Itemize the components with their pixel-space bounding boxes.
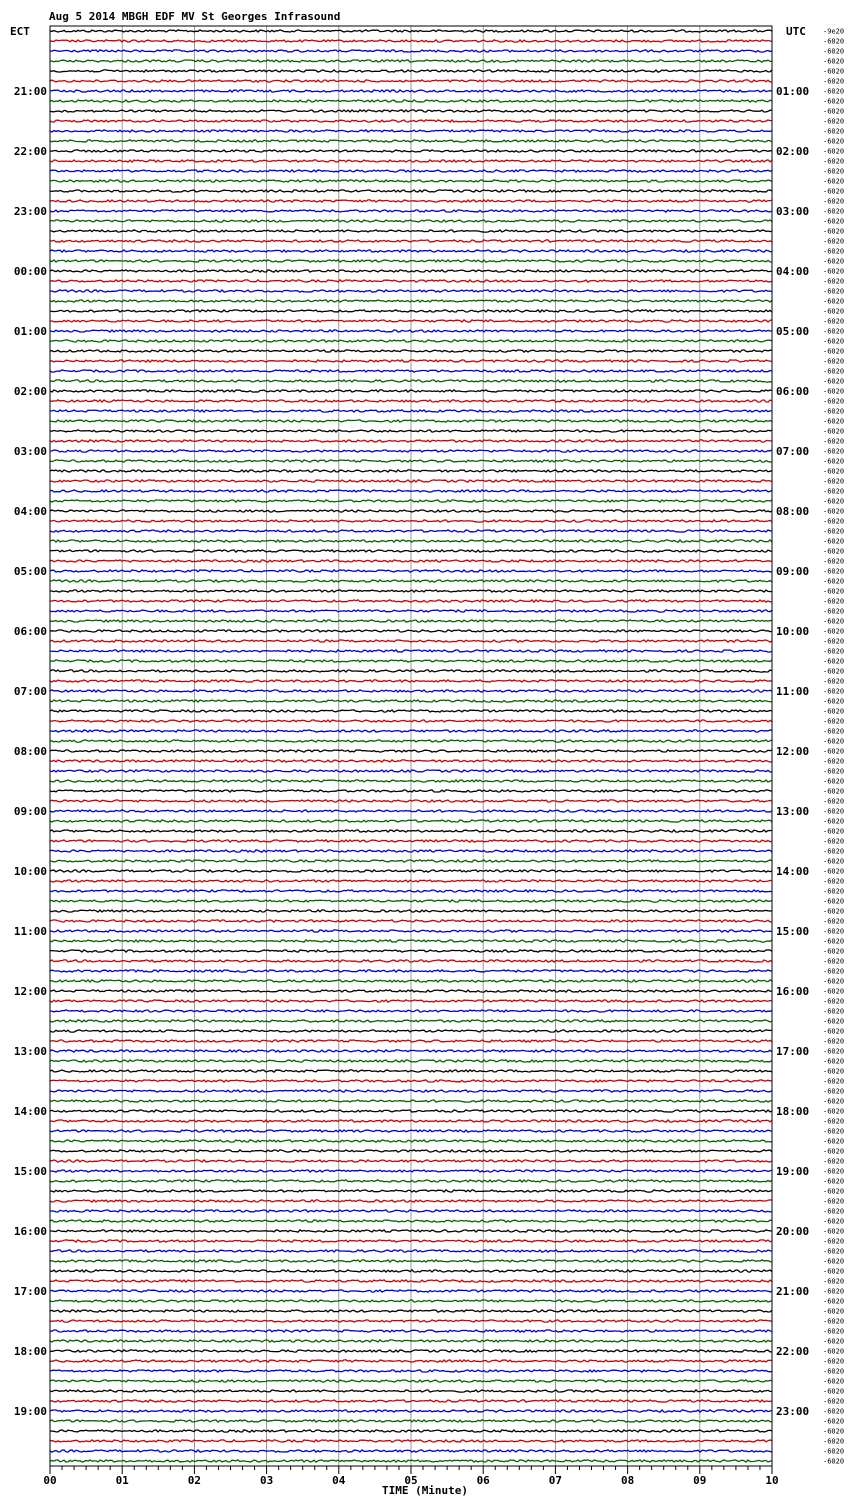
scale-label: -6020 bbox=[823, 57, 845, 66]
scale-label: -6020 bbox=[823, 447, 845, 456]
scale-label: -6020 bbox=[823, 547, 845, 556]
scale-label: -6020 bbox=[823, 347, 845, 356]
scale-label: -6020 bbox=[823, 147, 845, 156]
scale-label: -6020 bbox=[823, 297, 845, 306]
scale-label: -6020 bbox=[823, 107, 845, 116]
scale-label: -9e20 bbox=[823, 27, 845, 36]
x-tick-label: 09 bbox=[693, 1474, 707, 1487]
right-scale-labels bbox=[823, 28, 844, 1466]
scale-label: -6020 bbox=[823, 807, 845, 816]
scale-label: -6020 bbox=[823, 677, 845, 686]
scale-label: -6020 bbox=[823, 607, 845, 616]
scale-label: -6020 bbox=[823, 1447, 845, 1456]
trace-row-30 bbox=[50, 330, 772, 332]
scale-label: -6020 bbox=[823, 727, 845, 736]
x-tick-label: 01 bbox=[115, 1474, 129, 1487]
scale-label: -6020 bbox=[823, 1437, 845, 1446]
right-hour-label: 05:00 bbox=[776, 325, 810, 338]
right-hour-label: 06:00 bbox=[776, 385, 810, 398]
right-hour-label: 22:00 bbox=[776, 1345, 810, 1358]
trace-row-139 bbox=[50, 1420, 772, 1422]
scale-label: -6020 bbox=[823, 517, 845, 526]
scale-label: -6020 bbox=[823, 127, 845, 136]
scale-label: -6020 bbox=[823, 1167, 845, 1176]
left-hour-labels bbox=[14, 85, 47, 1418]
x-tick-label: 05 bbox=[404, 1474, 418, 1487]
scale-label: -6020 bbox=[823, 337, 845, 346]
x-tick-label: 08 bbox=[620, 1474, 635, 1487]
scale-label: -6020 bbox=[823, 1317, 845, 1326]
right-hour-label: 03:00 bbox=[776, 205, 810, 218]
scale-label: -6020 bbox=[823, 827, 845, 836]
scale-label: -6020 bbox=[823, 1207, 845, 1216]
scale-label: -6020 bbox=[823, 627, 845, 636]
scale-label: -6020 bbox=[823, 637, 845, 646]
x-tick-label: 07 bbox=[548, 1474, 563, 1487]
scale-label: -6020 bbox=[823, 1247, 845, 1256]
scale-label: -6020 bbox=[823, 207, 845, 216]
scale-label: -6020 bbox=[823, 977, 845, 986]
left-hour-label: 07:00 bbox=[13, 685, 47, 698]
scale-label: -6020 bbox=[823, 1427, 845, 1436]
scale-label: -6020 bbox=[823, 287, 845, 296]
left-hour-label: 14:00 bbox=[13, 1105, 47, 1118]
right-hour-label: 11:00 bbox=[776, 685, 810, 698]
scale-label: -6020 bbox=[823, 907, 845, 916]
scale-label: -6020 bbox=[823, 277, 845, 286]
scale-label: -6020 bbox=[823, 797, 845, 806]
scale-label: -6020 bbox=[823, 597, 845, 606]
scale-label: -6020 bbox=[823, 527, 845, 536]
scale-label: -6020 bbox=[823, 1157, 845, 1166]
scale-label: -6020 bbox=[823, 1127, 845, 1136]
trace-row-128 bbox=[50, 1310, 772, 1312]
left-hour-label: 04:00 bbox=[13, 505, 47, 518]
scale-label: -6020 bbox=[823, 707, 845, 716]
scale-label: -6020 bbox=[823, 987, 845, 996]
scale-label: -6020 bbox=[823, 1197, 845, 1206]
scale-label: -6020 bbox=[823, 1137, 845, 1146]
scale-label: -6020 bbox=[823, 857, 845, 866]
right-hour-label: 21:00 bbox=[776, 1285, 810, 1298]
right-hour-label: 01:00 bbox=[776, 85, 810, 98]
scale-label: -6020 bbox=[823, 1187, 845, 1196]
scale-label: -6020 bbox=[823, 917, 845, 926]
scale-label: -6020 bbox=[823, 1457, 845, 1466]
scale-label: -6020 bbox=[823, 427, 845, 436]
scale-label: -6020 bbox=[823, 367, 845, 376]
scale-label: -6020 bbox=[823, 267, 845, 276]
scale-label: -6020 bbox=[823, 1407, 845, 1416]
scale-label: -6020 bbox=[823, 327, 845, 336]
left-hour-label: 15:00 bbox=[13, 1165, 47, 1178]
scale-label: -6020 bbox=[823, 1397, 845, 1406]
trace-row-84 bbox=[50, 870, 772, 872]
scale-label: -6020 bbox=[823, 967, 845, 976]
scale-label: -6020 bbox=[823, 1297, 845, 1306]
left-hour-label: 05:00 bbox=[13, 565, 47, 578]
scale-label: -6020 bbox=[823, 77, 845, 86]
scale-label: -6020 bbox=[823, 1067, 845, 1076]
scale-label: -6020 bbox=[823, 1357, 845, 1366]
right-hour-label: 14:00 bbox=[776, 865, 810, 878]
scale-label: -6020 bbox=[823, 237, 845, 246]
scale-label: -6020 bbox=[823, 717, 845, 726]
right-hour-labels bbox=[776, 85, 809, 1418]
scale-label: -6020 bbox=[823, 377, 845, 386]
trace-row-74 bbox=[50, 770, 772, 772]
scale-label: -6020 bbox=[823, 1307, 845, 1316]
scale-label: -6020 bbox=[823, 477, 845, 486]
scale-label: -6020 bbox=[823, 1377, 845, 1386]
scale-label: -6020 bbox=[823, 947, 845, 956]
left-hour-label: 03:00 bbox=[13, 445, 47, 458]
scale-label: -6020 bbox=[823, 67, 845, 76]
left-hour-label: 08:00 bbox=[13, 745, 47, 758]
scale-label: -6020 bbox=[823, 817, 845, 826]
scale-label: -6020 bbox=[823, 927, 845, 936]
left-hour-label: 18:00 bbox=[13, 1345, 47, 1358]
scale-label: -6020 bbox=[823, 407, 845, 416]
scale-label: -6020 bbox=[823, 877, 845, 886]
scale-label: -6020 bbox=[823, 1237, 845, 1246]
scale-label: -6020 bbox=[823, 587, 845, 596]
scale-label: -6020 bbox=[823, 577, 845, 586]
scale-label: -6020 bbox=[823, 1417, 845, 1426]
scale-label: -6020 bbox=[823, 1147, 845, 1156]
scale-label: -6020 bbox=[823, 467, 845, 476]
scale-label: -6020 bbox=[823, 737, 845, 746]
scale-label: -6020 bbox=[823, 1327, 845, 1336]
right-hour-label: 18:00 bbox=[776, 1105, 810, 1118]
left-hour-label: 19:00 bbox=[13, 1405, 47, 1418]
scale-label: -6020 bbox=[823, 137, 845, 146]
left-hour-label: 00:00 bbox=[13, 265, 47, 278]
scale-label: -6020 bbox=[823, 437, 845, 446]
scale-label: -6020 bbox=[823, 837, 845, 846]
scale-label: -6020 bbox=[823, 317, 845, 326]
left-hour-label: 01:00 bbox=[13, 325, 47, 338]
scale-label: -6020 bbox=[823, 397, 845, 406]
scale-label: -6020 bbox=[823, 357, 845, 366]
scale-label: -6020 bbox=[823, 867, 845, 876]
scale-label: -6020 bbox=[823, 937, 845, 946]
scale-label: -6020 bbox=[823, 757, 845, 766]
left-hour-label: 12:00 bbox=[13, 985, 47, 998]
left-hour-label: 21:00 bbox=[13, 85, 47, 98]
right-hour-label: 16:00 bbox=[776, 985, 810, 998]
scale-label: -6020 bbox=[823, 1277, 845, 1286]
right-hour-label: 19:00 bbox=[776, 1165, 810, 1178]
x-tick-label: 03 bbox=[259, 1474, 274, 1487]
scale-label: -6020 bbox=[823, 487, 845, 496]
right-hour-label: 17:00 bbox=[776, 1045, 810, 1058]
x-tick-label: 00 bbox=[43, 1474, 57, 1487]
scale-label: -6020 bbox=[823, 37, 845, 46]
scale-label: -6020 bbox=[823, 997, 845, 1006]
scale-label: -6020 bbox=[823, 1057, 845, 1066]
scale-label: -6020 bbox=[823, 97, 845, 106]
scale-label: -6020 bbox=[823, 157, 845, 166]
scale-label: -6020 bbox=[823, 387, 845, 396]
x-tick-label: 10 bbox=[765, 1474, 779, 1487]
scale-label: -6020 bbox=[823, 537, 845, 546]
left-hour-label: 17:00 bbox=[13, 1285, 47, 1298]
right-hour-label: 15:00 bbox=[776, 925, 810, 938]
scale-label: -6020 bbox=[823, 747, 845, 756]
scale-label: -6020 bbox=[823, 1387, 845, 1396]
scale-label: -6020 bbox=[823, 457, 845, 466]
scale-label: -6020 bbox=[823, 1257, 845, 1266]
scale-label: -6020 bbox=[823, 167, 845, 176]
scale-label: -6020 bbox=[823, 257, 845, 266]
scale-label: -6020 bbox=[823, 1217, 845, 1226]
trace-row-88 bbox=[50, 910, 772, 912]
scale-label: -6020 bbox=[823, 1047, 845, 1056]
scale-label: -6020 bbox=[823, 1367, 845, 1376]
scale-label: -6020 bbox=[823, 1087, 845, 1096]
scale-label: -6020 bbox=[823, 1227, 845, 1236]
right-hour-label: 09:00 bbox=[776, 565, 810, 578]
scale-label: -6020 bbox=[823, 647, 845, 656]
scale-label: -6020 bbox=[823, 787, 845, 796]
scale-label: -6020 bbox=[823, 187, 845, 196]
scale-label: -6020 bbox=[823, 417, 845, 426]
left-hour-label: 22:00 bbox=[13, 145, 47, 158]
scale-label: -6020 bbox=[823, 777, 845, 786]
x-tick-label: 06 bbox=[476, 1474, 490, 1487]
scale-label: -6020 bbox=[823, 667, 845, 676]
scale-label: -6020 bbox=[823, 1017, 845, 1026]
scale-label: -6020 bbox=[823, 1117, 845, 1126]
scale-label: -6020 bbox=[823, 897, 845, 906]
right-hour-label: 02:00 bbox=[776, 145, 810, 158]
left-hour-label: 23:00 bbox=[13, 205, 47, 218]
scale-label: -6020 bbox=[823, 1107, 845, 1116]
scale-label: -6020 bbox=[823, 887, 845, 896]
scale-label: -6020 bbox=[823, 657, 845, 666]
scale-label: -6020 bbox=[823, 497, 845, 506]
x-tick-label: 02 bbox=[187, 1474, 202, 1487]
scale-label: -6020 bbox=[823, 557, 845, 566]
scale-label: -6020 bbox=[823, 507, 845, 516]
scale-label: -6020 bbox=[823, 617, 845, 626]
scale-label: -6020 bbox=[823, 1267, 845, 1276]
scale-label: -6020 bbox=[823, 1097, 845, 1106]
x-tick-label: 04 bbox=[332, 1474, 346, 1487]
scale-label: -6020 bbox=[823, 177, 845, 186]
scale-label: -6020 bbox=[823, 957, 845, 966]
right-timezone-label: UTC bbox=[786, 25, 806, 38]
scale-label: -6020 bbox=[823, 217, 845, 226]
scale-label: -6020 bbox=[823, 117, 845, 126]
scale-label: -6020 bbox=[823, 1007, 845, 1016]
scale-label: -6020 bbox=[823, 1347, 845, 1356]
scale-label: -6020 bbox=[823, 687, 845, 696]
scale-label: -6020 bbox=[823, 1037, 845, 1046]
trace-row-108 bbox=[50, 1110, 772, 1112]
x-axis-label: TIME (Minute) bbox=[381, 1484, 469, 1497]
right-hour-label: 08:00 bbox=[776, 505, 810, 518]
scale-label: -6020 bbox=[823, 307, 845, 316]
chart-title: Aug 5 2014 MBGH EDF MV St Georges Infrasound bbox=[49, 10, 341, 23]
scale-label: -6020 bbox=[823, 47, 845, 56]
scale-label: -6020 bbox=[823, 847, 845, 856]
left-hour-label: 11:00 bbox=[13, 925, 47, 938]
scale-label: -6020 bbox=[823, 697, 845, 706]
right-hour-label: 20:00 bbox=[776, 1225, 810, 1238]
scale-label: -6020 bbox=[823, 247, 845, 256]
left-hour-label: 02:00 bbox=[13, 385, 47, 398]
right-hour-label: 23:00 bbox=[776, 1405, 810, 1418]
scale-label: -6020 bbox=[823, 197, 845, 206]
scale-label: -6020 bbox=[823, 567, 845, 576]
scale-label: -6020 bbox=[823, 1177, 845, 1186]
trace-row-13 bbox=[50, 160, 772, 162]
right-hour-label: 10:00 bbox=[776, 625, 810, 638]
scale-label: -6020 bbox=[823, 1027, 845, 1036]
left-timezone-label: ECT bbox=[10, 25, 30, 38]
right-hour-label: 13:00 bbox=[776, 805, 810, 818]
right-hour-label: 04:00 bbox=[776, 265, 810, 278]
scale-label: -6020 bbox=[823, 1337, 845, 1346]
left-hour-label: 16:00 bbox=[13, 1225, 47, 1238]
left-hour-label: 06:00 bbox=[13, 625, 47, 638]
right-hour-label: 12:00 bbox=[776, 745, 810, 758]
left-hour-label: 10:00 bbox=[13, 865, 47, 878]
scale-label: -6020 bbox=[823, 767, 845, 776]
left-hour-label: 13:00 bbox=[13, 1045, 47, 1058]
scale-label: -6020 bbox=[823, 227, 845, 236]
left-hour-label: 09:00 bbox=[13, 805, 47, 818]
scale-label: -6020 bbox=[823, 1077, 845, 1086]
right-hour-label: 07:00 bbox=[776, 445, 810, 458]
scale-label: -6020 bbox=[823, 1287, 845, 1296]
scale-label: -6020 bbox=[823, 87, 845, 96]
